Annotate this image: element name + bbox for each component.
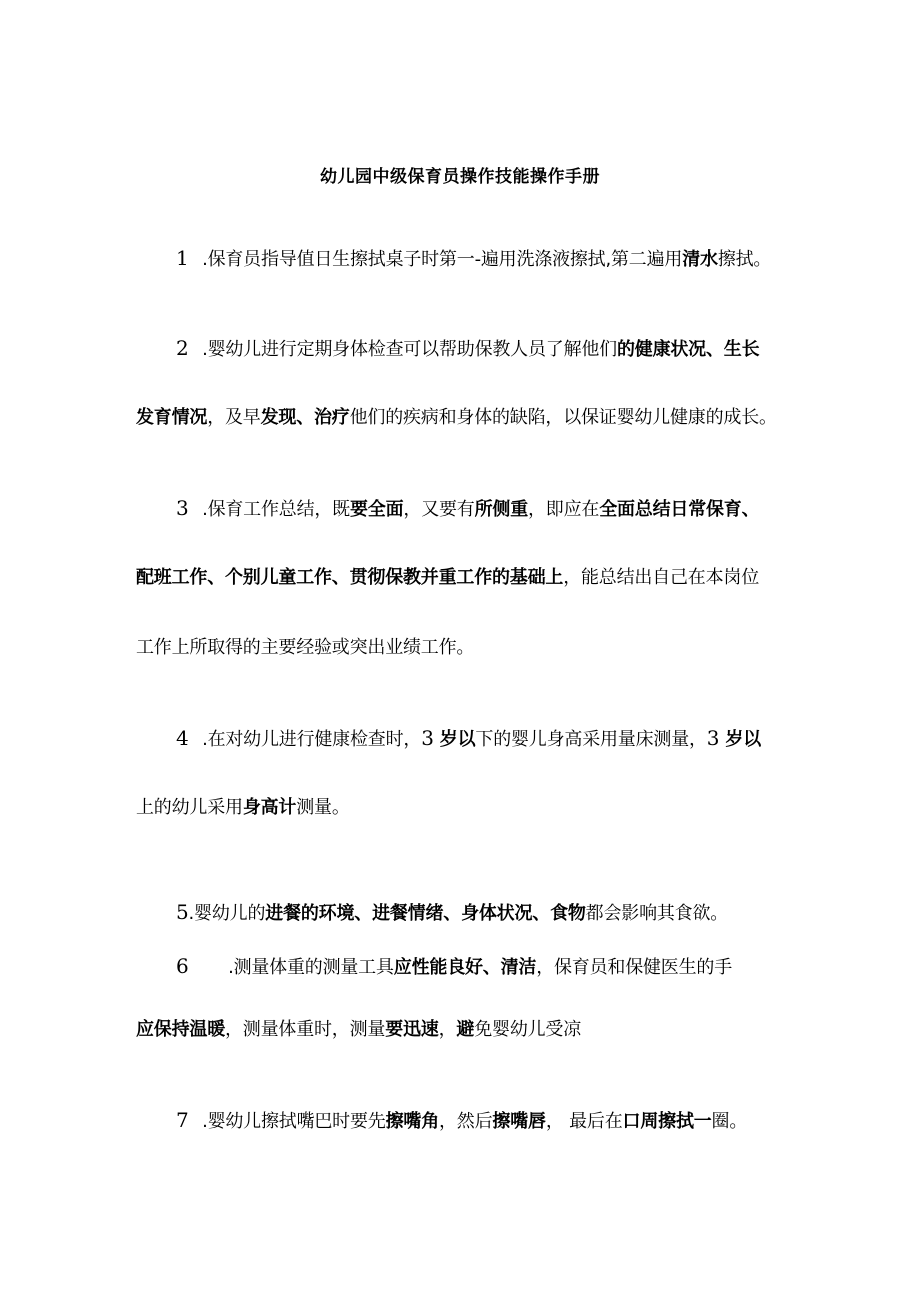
text-segment: ，能总结出自己在本岗位 bbox=[563, 567, 760, 588]
document-title: 幼儿园中级保育员操作技能操作手册 bbox=[320, 167, 600, 187]
text-segment: ，即应在 bbox=[528, 499, 600, 520]
item-4-line-1 bbox=[176, 726, 761, 752]
text-segment: ，及早 bbox=[207, 407, 261, 428]
text-segment: ，保育员和保健医生的手 bbox=[536, 957, 733, 978]
text-segment: .婴幼儿的 bbox=[188, 903, 266, 924]
text-segment: 圈。 bbox=[711, 1111, 748, 1132]
text-segment-bold: 岁以 bbox=[433, 729, 476, 750]
text-segment: ，测量体重时，测量 bbox=[225, 1019, 386, 1040]
text-segment: .婴幼儿进行定期身体检查可以帮助保教人员了解他们 bbox=[202, 339, 617, 360]
text-segment-bold: 要全面 bbox=[349, 499, 404, 520]
item-3-line-2 bbox=[136, 566, 759, 590]
item-6-line-1 bbox=[176, 954, 732, 980]
text-segment: ， 最后在 bbox=[545, 1111, 623, 1132]
text-segment: .保育工作总结，既 bbox=[202, 499, 350, 520]
text-segment-bold: 发现、治疗 bbox=[260, 407, 350, 428]
text-segment: 下的婴儿身高采用量床测量， bbox=[475, 729, 707, 750]
item-2-line-1 bbox=[176, 336, 759, 362]
text-segment: 上的幼儿采用 bbox=[136, 797, 243, 818]
item-number: 2 bbox=[176, 336, 189, 360]
text-segment-bold: 身高计 bbox=[242, 797, 297, 818]
text-segment-bold: 口周擦拭一 bbox=[622, 1111, 712, 1132]
text-segment: 测量。 bbox=[296, 797, 350, 818]
item-3-line-3 bbox=[136, 636, 474, 660]
text-segment: 工作上所取得的主要经验或突出业绩工作。 bbox=[136, 637, 475, 658]
item-number: 1 bbox=[176, 246, 189, 270]
item-7-line-1 bbox=[176, 1108, 747, 1134]
text-segment: ， bbox=[438, 1019, 457, 1040]
text-segment: ，又要有 bbox=[403, 499, 475, 520]
text-segment: 都会影响其食欲。 bbox=[585, 903, 729, 924]
item-1-line-1 bbox=[176, 246, 771, 272]
text-segment-bold: 配班工作、个别儿童工作、贯彻保教并重工作的基础上 bbox=[136, 567, 564, 588]
text-segment: ，然后 bbox=[439, 1111, 493, 1132]
text-segment-bold: 应保持温暖 bbox=[136, 1019, 225, 1040]
text-segment: .保育员指导值日生擦拭桌子时第一-遍用洗涤液擦拭,第二遍用 bbox=[202, 249, 683, 270]
text-segment: .在对幼儿进行健康检查时， bbox=[202, 729, 422, 750]
text-segment: .测量体重的测量工具 bbox=[228, 957, 394, 978]
item-2-line-2 bbox=[136, 406, 777, 430]
text-segment-bold: 所侧重 bbox=[474, 499, 528, 520]
text-segment-bold: 避 bbox=[456, 1019, 475, 1040]
item-number: 6 bbox=[176, 954, 189, 978]
item-5-line-1 bbox=[176, 900, 728, 926]
item-4-line-2 bbox=[136, 796, 350, 820]
item-3-line-1 bbox=[176, 496, 759, 522]
text-segment-bold: 清水 bbox=[682, 249, 718, 270]
text-segment-bold: 要迅速 bbox=[385, 1019, 439, 1040]
text-segment-bold: 的健康状况、生长 bbox=[616, 339, 760, 360]
text-segment-bold: 岁以 bbox=[719, 729, 761, 750]
text-segment-bold: 全面总结日常保育、 bbox=[599, 499, 760, 520]
text-segment: 免婴幼儿受凉 bbox=[474, 1019, 582, 1040]
item-number: 7 bbox=[176, 1108, 189, 1132]
text-segment-bold: 发育情况 bbox=[136, 407, 208, 428]
text-segment: 他们的疾病和身体的缺陷，以保证婴幼儿健康的成长。 bbox=[349, 407, 777, 428]
text-segment-number: 3 bbox=[706, 726, 720, 750]
item-number: 3 bbox=[176, 496, 189, 520]
text-segment-number: 3 bbox=[421, 726, 434, 750]
item-6-line-2 bbox=[136, 1018, 581, 1042]
text-segment-bold: 进餐的环境、进餐情绪、身体状况、食物 bbox=[265, 903, 586, 924]
text-segment: .婴幼儿擦拭嘴巴时要先 bbox=[202, 1111, 386, 1132]
item-number: 4 bbox=[176, 726, 189, 750]
text-segment-bold: 擦嘴角 bbox=[385, 1111, 439, 1132]
text-segment: 擦拭。 bbox=[717, 249, 772, 270]
text-segment-bold: 应性能良好、清洁 bbox=[393, 957, 537, 978]
item-number: 5 bbox=[176, 900, 189, 924]
text-segment-bold: 擦嘴唇 bbox=[492, 1111, 546, 1132]
